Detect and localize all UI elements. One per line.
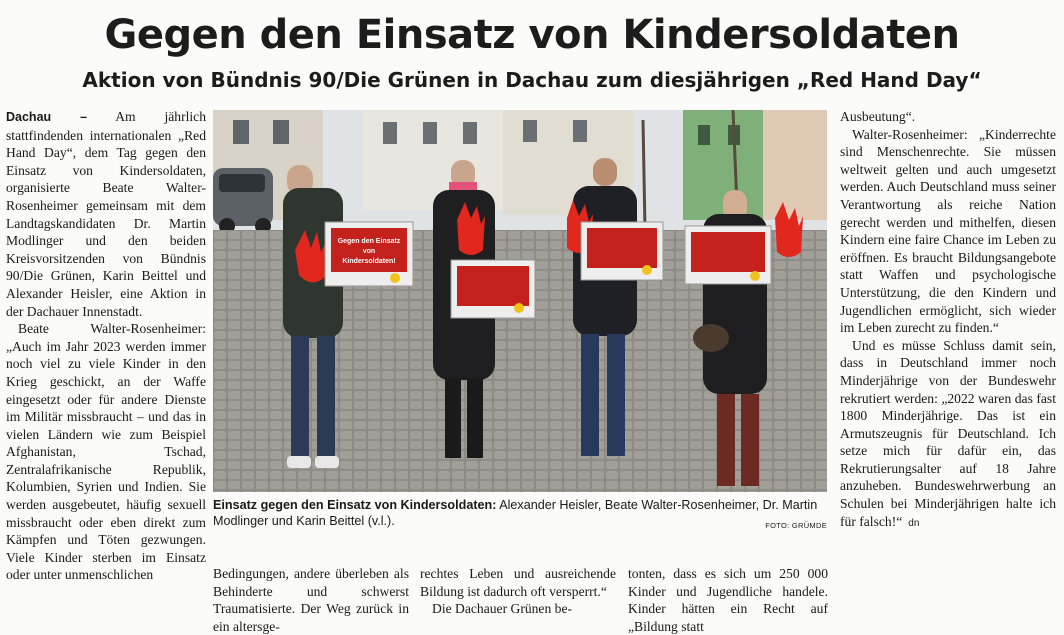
caption-text: Alexander Heisler, Beate Walter-Rosenheimer, Dr. Martin Modlinger und Karin Beittel (v.l.). bbox=[213, 498, 818, 528]
article-column-5 bbox=[840, 108, 1056, 532]
dateline: Dachau – bbox=[6, 110, 88, 124]
article-column-4 bbox=[628, 565, 828, 635]
sign-text: Gegen den Einsatz bbox=[337, 238, 401, 245]
article-photo bbox=[213, 110, 827, 492]
headline: Gegen den Einsatz von Kindersoldaten bbox=[104, 12, 960, 58]
author-signature: dn bbox=[908, 517, 920, 529]
paragraph: tonten, dass es sich um 250 000 Kinder und Jugendliche handele. Kinder hätten ein Recht auf „Bildung statt bbox=[628, 566, 828, 634]
svg-text:von: von bbox=[362, 248, 376, 255]
article-column-1 bbox=[6, 108, 206, 584]
photo-illustration bbox=[213, 110, 827, 492]
paragraph: Ausbeutung“. bbox=[840, 109, 916, 124]
paragraph: Walter-Rosenheimer: „Kinderrechte sind Menschenrechte. Sie müssen weltweit gelten und auch umgesetzt werden. Auch Deutschland muss seiner Verantwortung als reiche Nation gerecht werden und mithelfen, diesen Kindern eine faire Chance im Leben zu eröffnen. Es braucht Bildungsangebote statt Waffen und psychologische Unterstützung, die den Kindern und Jugendlichen ermöglicht, sich wieder im Leben zurecht zu finden.“ bbox=[840, 126, 1056, 336]
photo-caption bbox=[213, 497, 827, 529]
article-column-3 bbox=[420, 565, 616, 618]
paragraph: Die Dachauer Grünen be- bbox=[432, 601, 573, 617]
paragraph: Und es müsse Schluss damit sein, dass in Deutschland immer noch Minderjährige von der Bundeswehr rekrutiert werden: „2022 waren das fast 1800 Minderjährige. Das ist ein Armutszeugnis für Deutschland. Ich setze mich für dafür ein, das Rekrutierungsalter auf 18 Jahre anzuheben. Bundeswehrwerbung an Schulen bei Minderjährigen halte ich für falsch!“ dn bbox=[840, 337, 1056, 529]
svg-text:Kindersoldaten!: Kindersoldaten! bbox=[342, 258, 396, 265]
photo-credit: FOTO: GRÜMDE bbox=[765, 521, 827, 530]
paragraph: Dachau – Am jährlich stattfindenden internationalen „Red Hand Day“, dem Tag gegen den Einsatz von Kindersoldaten, organisierte Beate Walter-Rosenheimer gemeinsam mit dem Landtagskandidaten Dr. Martin Modlinger und den beiden Kreisvorsitzenden von Bündnis 90/Die Grünen, Karin Beittel und Alexander Heisler, eine Aktion in der Dachauer Innenstadt. bbox=[6, 109, 206, 319]
subheadline: Aktion von Bündnis 90/Die Grünen in Dachau zum diesjährigen „Red Hand Day“ bbox=[82, 68, 982, 92]
paragraph: Bedingungen, andere überleben als Behinderte und schwerst Traumatisierte. Der Weg zurück in ein altersge- bbox=[213, 566, 409, 634]
paragraph: Beate Walter-Rosenheimer: „Auch im Jahr 2023 werden immer noch viel zu viele Kinder in den Krieg geschickt, an der Waffe eingesetzt oder für andere Dienste im Militär missbraucht – und das in vielen Ländern wie zum Beispiel Afghanistan, Tschad, Zentralafrikanische Republik, Kolumbien, Syrien und Indien. Sie werden ausgebeutet, häufig sexuell missbraucht oder eben direkt zum Kämpfen und Töten gezwungen. Viele Kinder sterben im Einsatz oder unter unmenschlichen bbox=[6, 321, 206, 583]
caption-lead: Einsatz gegen den Einsatz von Kindersoldaten: bbox=[213, 498, 497, 512]
article-column-2 bbox=[213, 565, 409, 635]
paragraph: rechtes Leben und ausreichende Bildung ist dadurch oft versperrt.“ bbox=[420, 566, 616, 599]
